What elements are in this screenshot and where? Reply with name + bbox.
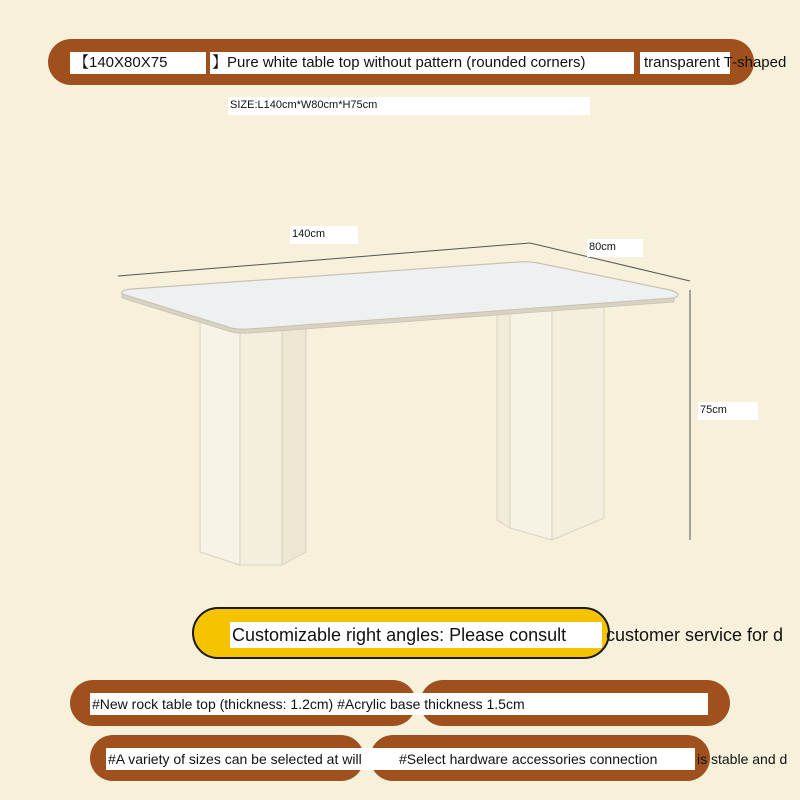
feature-text-overflow: is stable and d xyxy=(697,751,788,767)
width-label: 80cm xyxy=(587,239,643,257)
feature-text-materials: #New rock table top (thickness: 1.2cm) #Acrylic base thickness 1.5cm xyxy=(90,693,708,715)
length-label: 140cm xyxy=(290,226,358,244)
size-spec: SIZE:L140cm*W80cm*H75cm xyxy=(228,97,590,115)
header-overflow-text: transparent T-shaped xyxy=(640,52,730,74)
right-leg-side xyxy=(552,302,604,540)
left-leg-side xyxy=(240,330,282,565)
right-leg-front xyxy=(510,305,552,540)
header-size-code: 【140X80X75 xyxy=(70,52,206,74)
header-description: 】Pure white table top without pattern (rounded corners) xyxy=(210,52,634,74)
left-leg-front xyxy=(200,318,240,565)
feature-text-sizes: #A variety of sizes can be selected at will xyxy=(106,748,398,770)
feature-text-hardware: #Select hardware accessories connection xyxy=(397,748,695,770)
customization-overflow-text: customer service for d xyxy=(606,625,784,645)
left-leg-panel xyxy=(282,328,306,565)
height-label: 75cm xyxy=(698,402,758,420)
customization-text: Customizable right angles: Please consult xyxy=(230,622,602,648)
right-leg-back xyxy=(497,305,510,528)
